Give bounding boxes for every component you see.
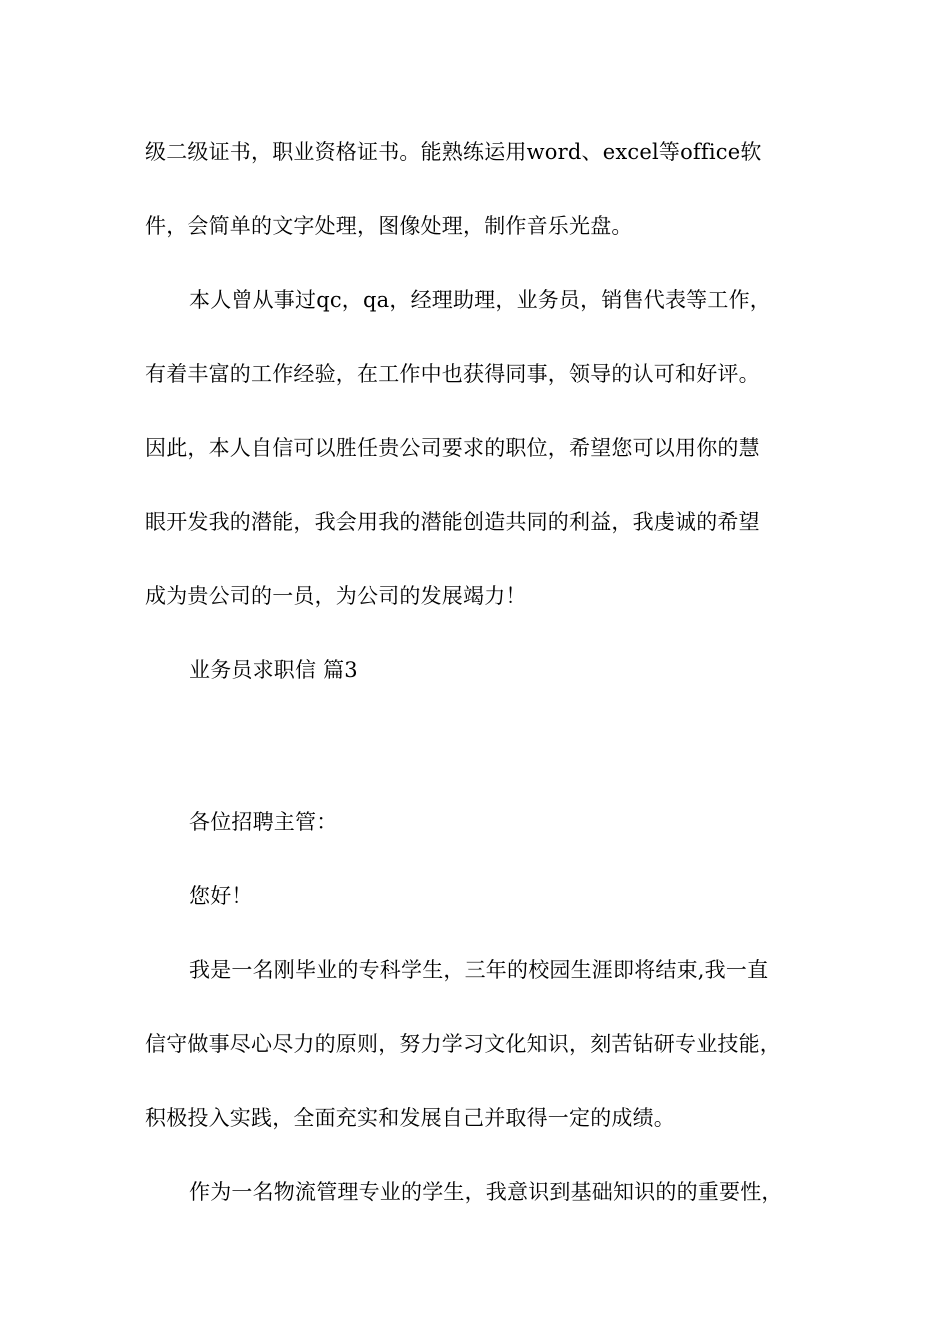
paragraph-line: 有着丰富的工作经验，在工作中也获得同事，领导的认可和好评。 xyxy=(145,362,760,386)
paragraph-line: 件，会简单的文字处理，图像处理，制作音乐光盘。 xyxy=(145,214,633,238)
paragraph-line: 作为一名物流管理专业的学生，我意识到基础知识的的重要性， xyxy=(189,1180,783,1204)
paragraph-line: 级二级证书，职业资格证书。能熟练运用word、excel等office软 xyxy=(145,140,762,164)
paragraph-line: 我是一名刚毕业的专科学生，三年的校园生涯即将结束,我一直 xyxy=(189,958,769,982)
paragraph-line: 本人曾从事过qc，qa，经理助理，业务员，销售代表等工作， xyxy=(189,288,771,312)
paragraph-line: 积极投入实践，全面充实和发展自己并取得一定的成绩。 xyxy=(145,1106,675,1130)
paragraph-line: 因此，本人自信可以胜任贵公司要求的职位，希望您可以用你的慧 xyxy=(145,436,760,460)
salutation: 各位招聘主管： xyxy=(189,810,338,834)
greeting: 您好！ xyxy=(189,884,253,908)
section-heading: 业务员求职信 篇3 xyxy=(189,658,358,682)
paragraph-line: 信守做事尽心尽力的原则，努力学习文化知识，刻苦钻研专业技能， xyxy=(145,1032,781,1056)
paragraph-line: 眼开发我的潜能，我会用我的潜能创造共同的利益，我虔诚的希望 xyxy=(145,510,760,534)
paragraph-line: 成为贵公司的一员，为公司的发展竭力！ xyxy=(145,584,527,608)
